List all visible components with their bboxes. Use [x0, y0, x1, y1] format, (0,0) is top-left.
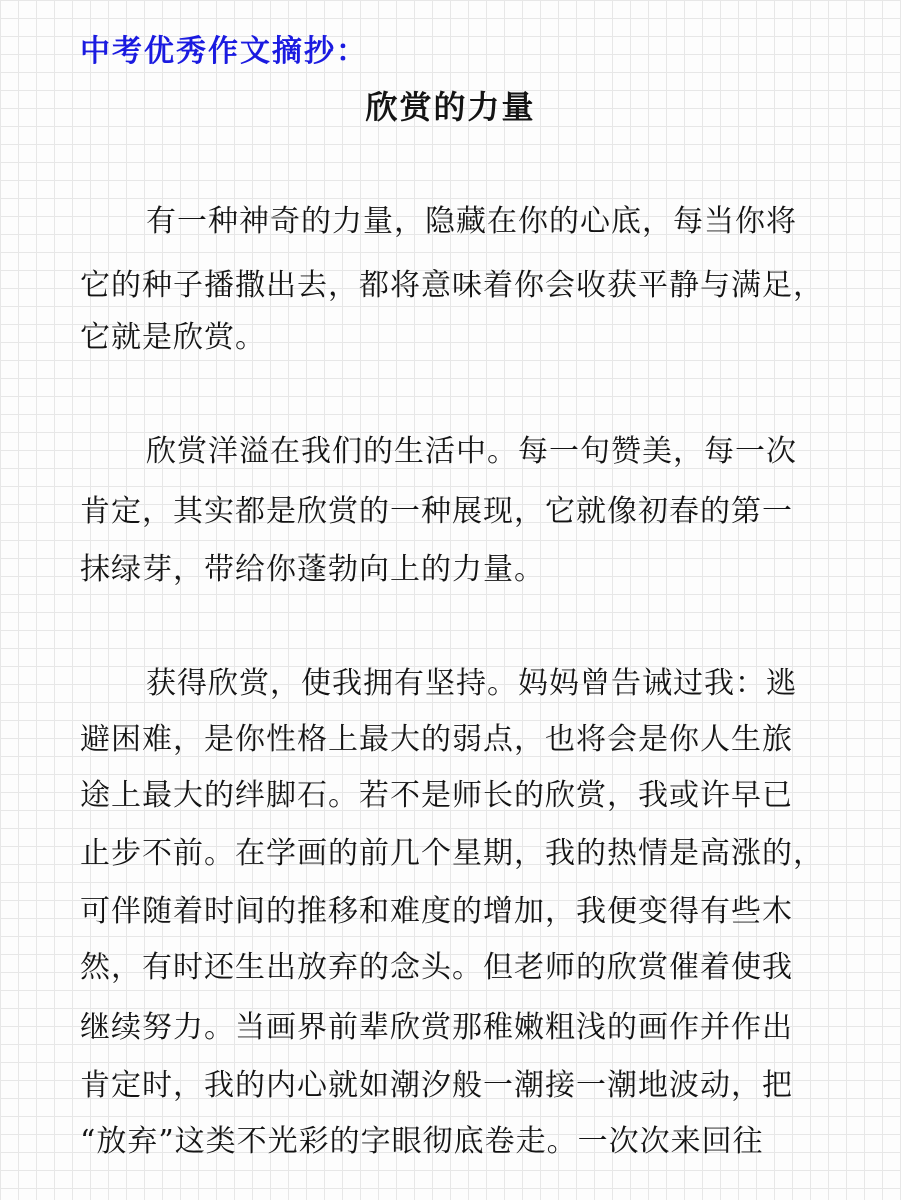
paragraph-3-line-5: 可伴随着时间的推移和难度的增加，我便变得有些木 [80, 894, 793, 929]
paragraph-3-line-4: 止步不前。在学画的前几个星期，我的热情是高涨的， [80, 836, 824, 871]
paragraph-3-line-3: 途上最大的绊脚石。若不是师长的欣赏，我或许早已 [80, 778, 793, 813]
paragraph-3-line-8: 肯定时，我的内心就如潮汐般一潮接一潮地波动，把 [80, 1068, 793, 1103]
paragraph-3-line-1: 获得欣赏，使我拥有坚持。妈妈曾告诫过我：逃 [146, 666, 797, 701]
paragraph-1-line-2: 它的种子播撒出去，都将意味着你会收获平静与满足， [80, 268, 824, 303]
paragraph-1-line-3: 它就是欣赏。 [80, 320, 266, 355]
paragraph-1-line-1: 有一种神奇的力量，隐藏在你的心底，每当你将 [146, 204, 797, 239]
paragraph-3-line-9: “放弃”这类不光彩的字眼彻底卷走。一次次来回往 [80, 1124, 764, 1159]
paragraph-2-line-3: 抹绿芽，带给你蓬勃向上的力量。 [80, 552, 545, 587]
header-label: 中考优秀作文摘抄： [80, 34, 368, 69]
paragraph-3-line-2: 避困难，是你性格上最大的弱点，也将会是你人生旅 [80, 722, 793, 757]
paragraph-2-line-2: 肯定，其实都是欣赏的一种展现，它就像初春的第一 [80, 494, 793, 529]
paragraph-3-line-6: 然，有时还生出放弃的念头。但老师的欣赏催着使我 [80, 950, 793, 985]
paragraph-3-line-7: 继续努力。当画界前辈欣赏那稚嫩粗浅的画作并作出 [80, 1010, 793, 1045]
essay-title: 欣赏的力量 [365, 88, 536, 126]
paragraph-2-line-1: 欣赏洋溢在我们的生活中。每一句赞美，每一次 [146, 434, 797, 469]
